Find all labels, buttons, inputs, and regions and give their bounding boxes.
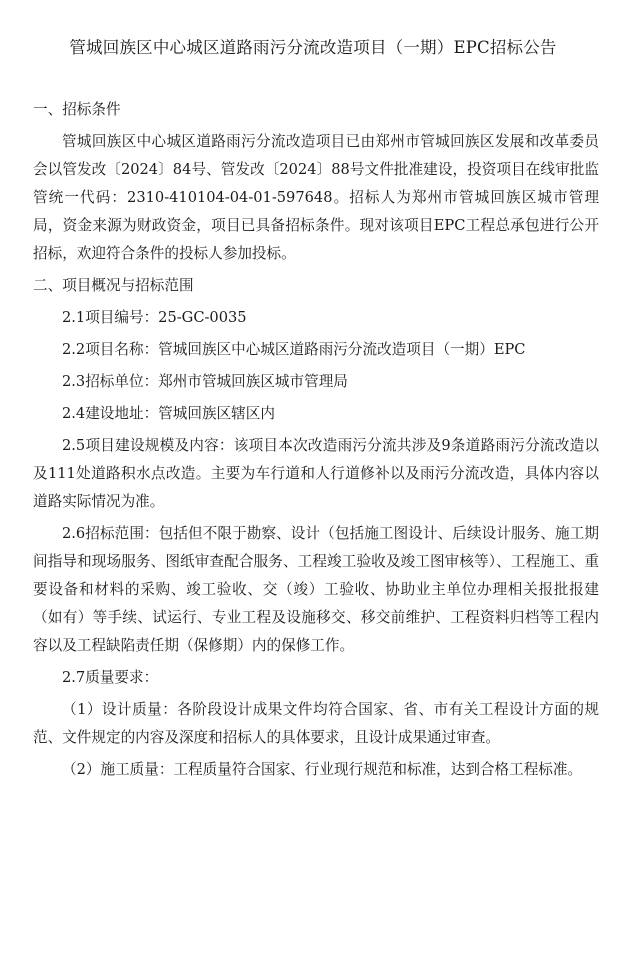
item-tendering-unit: 2.3招标单位：郑州市管城回族区城市管理局 — [62, 373, 348, 390]
quality-construction: （2）施工质量：工程质量符合国家、行业现行规范和标准，达到合格工程标准。 — [62, 761, 583, 778]
item-project-name: 2.2项目名称：管城回族区中心城区道路雨污分流改造项目（一期）EPC — [62, 341, 526, 358]
item-quality-requirements: 2.7质量要求： — [62, 669, 159, 686]
document-body — [33, 96, 599, 784]
section-heading-2: 二、项目概况与招标范围 — [33, 277, 194, 294]
document-title: 管城回族区中心城区道路雨污分流改造项目（一期）EPC招标公告 — [69, 38, 557, 57]
item-construction-address: 2.4建设地址：管城回族区辖区内 — [62, 405, 275, 422]
section-heading-1: 一、招标条件 — [33, 101, 121, 118]
item-tender-scope: 2.6招标范围：包括但不限于勘察、设计（包括施工图设计、后续设计服务、施工期间指导和现场服务、图纸审查配合服务、工程竣工验收及竣工图审核等）、工程施工、重要设备和材料的采购、竣工验收、交（竣）工验收、协助业主单位办理相关报批报建（如有）等手续、试运行、专业工程及设施移交、移交前维护、工程资料归档等工程内容以及工程缺陷责任期（保修期）内的保修工作。 — [33, 525, 599, 654]
paragraph-bidding-conditions: 管城回族区中心城区道路雨污分流改造项目已由郑州市管城回族区发展和改革委员会以管发改〔2024〕84号、管发改〔2024〕88号文件批准建设，投资项目在线审批监管统一代码：2310-410104-04-01-597648。招标人为郑州市管城回族区城市管理局，资金来源为财政资金，项目已具备招标条件。现对该项目EPC工程总承包进行公开招标，欢迎符合条件的投标人参加投标。 — [33, 133, 599, 262]
item-construction-scale: 2.5项目建设规模及内容：该项目本次改造雨污分流共涉及9条道路雨污分流改造以及111处道路积水点改造。主要为车行道和人行道修补以及雨污分流改造，具体内容以道路实际情况为准。 — [33, 437, 599, 510]
item-project-number: 2.1项目编号：25-GC-0035 — [62, 309, 247, 326]
quality-design: （1）设计质量：各阶段设计成果文件均符合国家、省、市有关工程设计方面的规范、文件规定的内容及深度和招标人的具体要求，且设计成果通过审查。 — [33, 701, 599, 746]
